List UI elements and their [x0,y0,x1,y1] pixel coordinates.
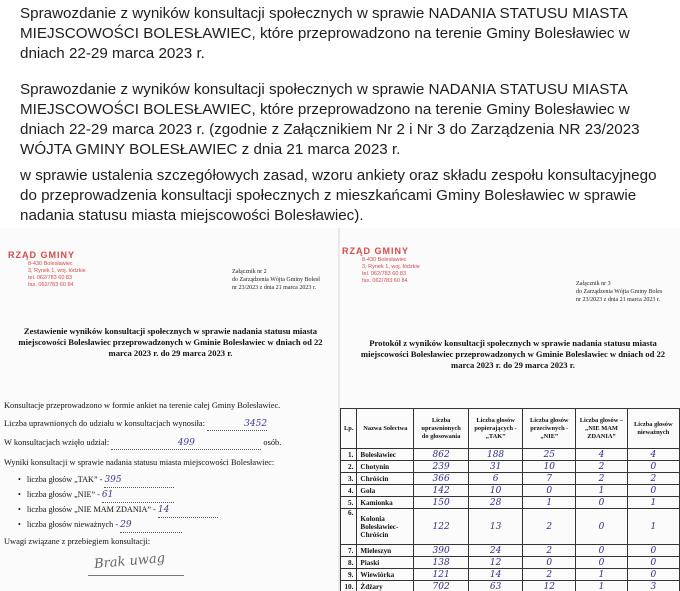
post-text [20,4,675,232]
vote-item: • liczba głosów nieważnych - 29 [18,518,218,533]
table-row: 10. Żdżary 702 63 12 1 3 [341,581,680,591]
post-paragraph-1: Sprawozdanie z wyników konsultacji społecznych w sprawie NADANIA STATUSU MIASTA MIEJSCOWOŚCI BOLESŁAWIEC, które przeprowadzono na terenie Gminy Bolesławiec w dniach 22-29 marca 2023 r. [20,5,630,62]
protocol-document [340,228,680,591]
table-row: 6. Kolonia Bolesławiec-Chróścin 122 13 2 0 1 [341,509,680,545]
header-yes: Liczba głosów popierających - „TAK” [468,409,522,449]
table-row: 8. Piaski 138 12 0 0 0 [341,557,680,569]
table-row: 9. Wiewiórka 121 14 2 1 0 [341,569,680,581]
participants-line: W konsultacjach wzięło udział: 499 osób. [4,438,282,448]
vote-item: • liczba głosów „TAK” - 395 [18,473,218,488]
post-paragraph-2: Sprawozdanie z wyników konsultacji społecznych w sprawie NADANIA STATUSU MIASTA MIEJSCOWOŚCI BOLESŁAWIEC, które przeprowadzono na terenie Gminy Bolesławiec w dniach 22-29 marca 2023 r. (zgodnie z Załącznikiem Nr 2 i Nr 3 do Zarządzenia NR 23/2023 WÓJTA GMINY BOLESŁAWIEC z dnia 21 marca 2023 r. [20,81,640,158]
form-line: Konsultacje przeprowadzono w formie ankiet na terenie całej Gminy Bolesławiec. [4,401,281,410]
office-stamp: RZĄD GMINY 8-430 Bolesławiec 3, Rynek 1, woj. łódzkie tel. 062/783 60 83 fax. 062/783 60 84 [8,250,86,288]
table-row: 5. Kamionka 150 28 1 0 1 [341,497,680,509]
eligible-voters-line: Liczba uprawnionych do udziału w konsultacjach wynosiła: 3452 [4,419,268,429]
table-row: 2. Chotynin 239 31 10 2 0 [341,461,680,473]
table-row: 3. Chróścin 366 6 7 2 2 [341,473,680,485]
remarks-field [88,550,184,576]
scanned-documents-photo[interactable] [0,228,680,591]
table-header-row [341,409,680,449]
eligible-voters-value: 3452 [244,419,268,429]
remarks-label: Uwagi związane z przebiegiem konsultacji: [4,537,151,546]
vote-item: • liczba głosów „NIE MAM ZDANIA” - 14 [18,503,218,518]
results-summary-document [0,228,338,591]
document-title: Protokół z wyników konsultacji społecznych w sprawie nadania statusu miasta miejscowości Bolesławiec przeprowadzonych w Gminie Bolesławiec w dniach od 22 marca 2023 r. do 29 marca 2023 r. [360,338,666,370]
table-row: 7. Mieleszyn 390 24 2 0 0 [341,545,680,557]
results-table [340,408,680,591]
results-heading: Wyniki konsultacji w sprawie nadania statusu miasta miejscowości Bolesławiec: [4,458,275,467]
table-row: 1. Bolesławiec 862 188 25 4 4 [341,449,680,461]
table-row: 4. Gola 142 10 0 1 0 [341,485,680,497]
office-stamp: RZĄD GMINY 8-430 Bolesławiec 3, Rynek 1, woj. łódzkie tel. 062/783 60 83 fax. 062/783 60 84 [342,246,420,284]
header-invalid: Liczba głosów nieważnych [627,409,679,449]
header-name: Nazwa Sołectwa [357,409,414,449]
header-lp: Lp. [341,409,357,449]
document-title: Zestawienie wyników konsultacji społecznych w sprawie nadania statusu miasta miejscowości Bolesławiec przeprowadzonych w Gminie Bolesławiec w dniach od 22 marca 2023 r. do 29 marca 2023 r. [18,326,323,358]
header-no: Liczba głosów przeciwnych - „NIE” [523,409,576,449]
annex-note: Załącznik nr 3 do Zarządzenia Wójta Gminy Boles nr 23/2023 z dnia 21 marca 2023 r. [576,281,663,303]
votes-list [18,473,218,533]
remarks-handwriting: Brak uwag [93,550,166,573]
annex-note: Załącznik nr 2 do Zarządzenia Wójta Gminy Bolesł nr 23/2023 z dnia 21 marca 2023 r. [232,269,320,291]
header-eligible: Liczba uprawnionych do głosowania [414,409,469,449]
vote-item: • liczba głosów „NIE” - 61 [18,488,218,503]
header-no-opinion: Liczba głosów – „NIE MAM ZDANIA” [576,409,627,449]
post-paragraph-3: w sprawie ustalenia szczegółowych zasad, wzoru ankiety oraz składu zespołu konsultacyjnego do przeprowadzenia konsultacji społecznych z mieszkańcami Gminy Bolesławiec w sprawie nadania statusu miasta miejscowości Bolesławiec). [20,167,657,224]
participants-value: 499 [177,438,195,448]
